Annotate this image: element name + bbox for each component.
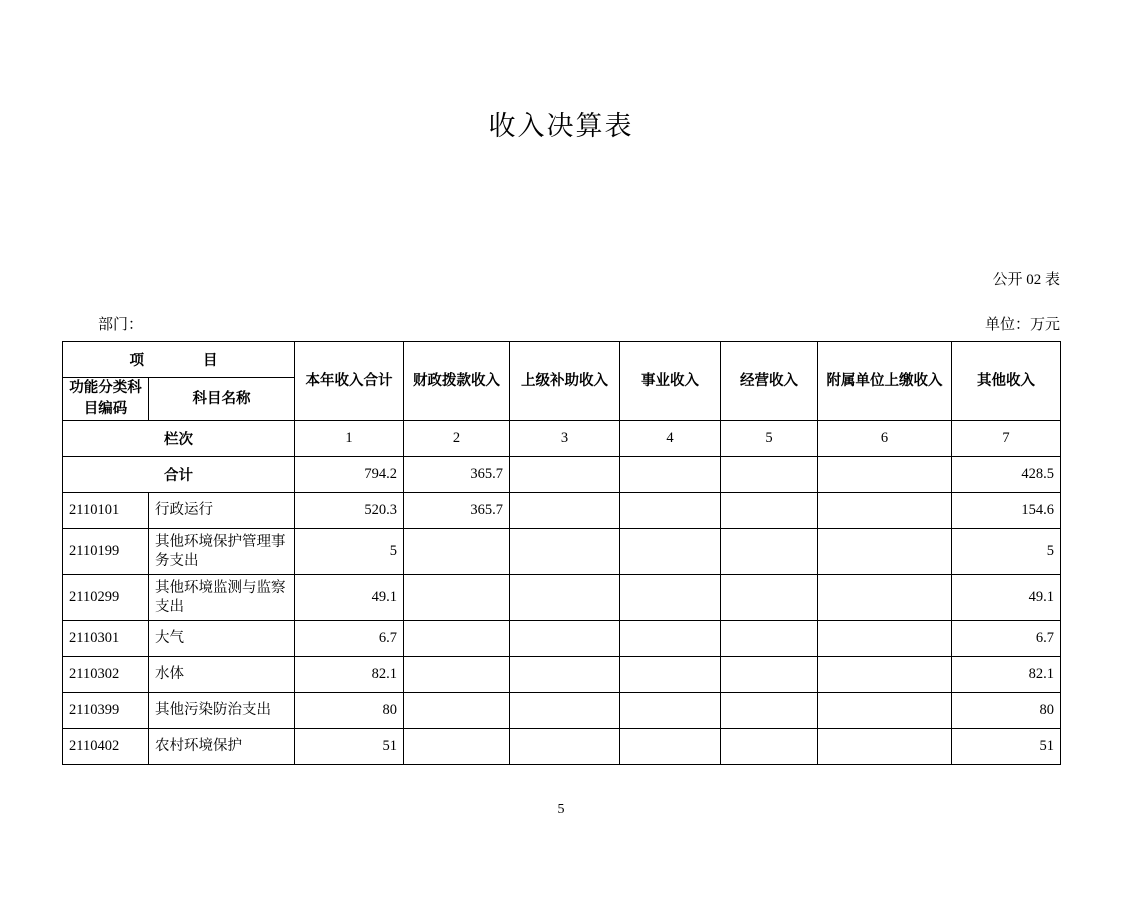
row-value-1: 51 bbox=[295, 729, 404, 765]
total-value-1: 794.2 bbox=[295, 457, 404, 493]
row-code: 2110301 bbox=[63, 621, 149, 657]
row-value-3 bbox=[510, 529, 620, 575]
row-name: 行政运行 bbox=[149, 493, 295, 529]
header-col1: 本年收入合计 bbox=[295, 342, 404, 421]
row-code: 2110399 bbox=[63, 693, 149, 729]
row-value-5 bbox=[721, 575, 818, 621]
table-row bbox=[63, 493, 1061, 529]
header-col6: 附属单位上缴收入 bbox=[818, 342, 952, 421]
row-value-2 bbox=[404, 657, 510, 693]
table-row bbox=[63, 729, 1061, 765]
header-group-item: 项 目 bbox=[63, 342, 295, 378]
row-value-6 bbox=[818, 529, 952, 575]
row-value-3 bbox=[510, 693, 620, 729]
header-col4: 事业收入 bbox=[620, 342, 721, 421]
lane-number-6: 6 bbox=[818, 421, 952, 457]
row-value-5 bbox=[721, 529, 818, 575]
row-name: 其他环境监测与监察支出 bbox=[149, 575, 295, 621]
department-label: 部门： bbox=[98, 317, 144, 333]
row-name: 农村环境保护 bbox=[149, 729, 295, 765]
row-name: 大气 bbox=[149, 621, 295, 657]
header-col7: 其他收入 bbox=[952, 342, 1061, 421]
table-header-group-row bbox=[63, 342, 1061, 378]
row-value-7: 82.1 bbox=[952, 657, 1061, 693]
row-code: 2110402 bbox=[63, 729, 149, 765]
row-value-6 bbox=[818, 729, 952, 765]
header-name: 科目名称 bbox=[149, 378, 295, 421]
lane-number-2: 2 bbox=[404, 421, 510, 457]
row-value-5 bbox=[721, 657, 818, 693]
row-value-3 bbox=[510, 493, 620, 529]
lane-number-5: 5 bbox=[721, 421, 818, 457]
row-value-4 bbox=[620, 729, 721, 765]
lane-label: 栏次 bbox=[63, 421, 295, 457]
row-value-5 bbox=[721, 493, 818, 529]
lane-number-1: 1 bbox=[295, 421, 404, 457]
row-name: 其他污染防治支出 bbox=[149, 693, 295, 729]
row-name: 水体 bbox=[149, 657, 295, 693]
row-code: 2110101 bbox=[63, 493, 149, 529]
total-row bbox=[63, 457, 1061, 493]
row-value-1: 520.3 bbox=[295, 493, 404, 529]
row-value-1: 49.1 bbox=[295, 575, 404, 621]
table-row bbox=[63, 693, 1061, 729]
row-value-4 bbox=[620, 529, 721, 575]
row-value-1: 80 bbox=[295, 693, 404, 729]
table-row bbox=[63, 575, 1061, 621]
total-value-2: 365.7 bbox=[404, 457, 510, 493]
row-value-1: 6.7 bbox=[295, 621, 404, 657]
header-code bbox=[63, 378, 149, 421]
total-value-5 bbox=[721, 457, 818, 493]
total-value-4 bbox=[620, 457, 721, 493]
table-row bbox=[63, 657, 1061, 693]
total-value-7: 428.5 bbox=[952, 457, 1061, 493]
row-value-5 bbox=[721, 693, 818, 729]
row-value-1: 82.1 bbox=[295, 657, 404, 693]
row-value-7: 154.6 bbox=[952, 493, 1061, 529]
row-value-5 bbox=[721, 621, 818, 657]
row-code: 2110199 bbox=[63, 529, 149, 575]
row-value-7: 51 bbox=[952, 729, 1061, 765]
row-value-6 bbox=[818, 621, 952, 657]
header-col3: 上级补助收入 bbox=[510, 342, 620, 421]
meta-row bbox=[62, 313, 1060, 333]
row-name: 其他环境保护管理事务支出 bbox=[149, 529, 295, 575]
total-value-6 bbox=[818, 457, 952, 493]
row-value-2 bbox=[404, 729, 510, 765]
row-value-6 bbox=[818, 693, 952, 729]
header-col5: 经营收入 bbox=[721, 342, 818, 421]
lane-row bbox=[63, 421, 1061, 457]
total-label: 合计 bbox=[63, 457, 295, 493]
row-value-3 bbox=[510, 621, 620, 657]
row-code: 2110299 bbox=[63, 575, 149, 621]
row-value-6 bbox=[818, 575, 952, 621]
row-value-4 bbox=[620, 493, 721, 529]
row-value-4 bbox=[620, 693, 721, 729]
table-row bbox=[63, 621, 1061, 657]
form-code: 公开 02 表 bbox=[992, 272, 1060, 288]
lane-number-7: 7 bbox=[952, 421, 1061, 457]
page-number: 5 bbox=[557, 802, 565, 817]
row-value-2 bbox=[404, 529, 510, 575]
row-value-2 bbox=[404, 693, 510, 729]
row-value-4 bbox=[620, 657, 721, 693]
income-final-accounts-table bbox=[62, 341, 1061, 765]
total-value-3 bbox=[510, 457, 620, 493]
row-value-6 bbox=[818, 493, 952, 529]
document-page bbox=[0, 104, 1122, 897]
row-value-3 bbox=[510, 657, 620, 693]
row-value-7: 80 bbox=[952, 693, 1061, 729]
row-value-7: 5 bbox=[952, 529, 1061, 575]
row-value-5 bbox=[721, 729, 818, 765]
row-value-2: 365.7 bbox=[404, 493, 510, 529]
row-value-7: 6.7 bbox=[952, 621, 1061, 657]
table-row bbox=[63, 529, 1061, 575]
lane-number-4: 4 bbox=[620, 421, 721, 457]
unit-label: 单位：万元 bbox=[984, 317, 1060, 333]
lane-number-3: 3 bbox=[510, 421, 620, 457]
row-value-6 bbox=[818, 657, 952, 693]
page-title: 收入决算表 bbox=[488, 111, 634, 141]
row-value-2 bbox=[404, 621, 510, 657]
header-code-line2: 目编码 bbox=[83, 401, 128, 418]
row-value-2 bbox=[404, 575, 510, 621]
row-value-7: 49.1 bbox=[952, 575, 1061, 621]
row-value-3 bbox=[510, 729, 620, 765]
header-code-line1: 功能分类科 bbox=[69, 380, 142, 396]
row-value-4 bbox=[620, 575, 721, 621]
row-code: 2110302 bbox=[63, 657, 149, 693]
row-value-4 bbox=[620, 621, 721, 657]
row-value-1: 5 bbox=[295, 529, 404, 575]
header-col2: 财政拨款收入 bbox=[404, 342, 510, 421]
row-value-3 bbox=[510, 575, 620, 621]
